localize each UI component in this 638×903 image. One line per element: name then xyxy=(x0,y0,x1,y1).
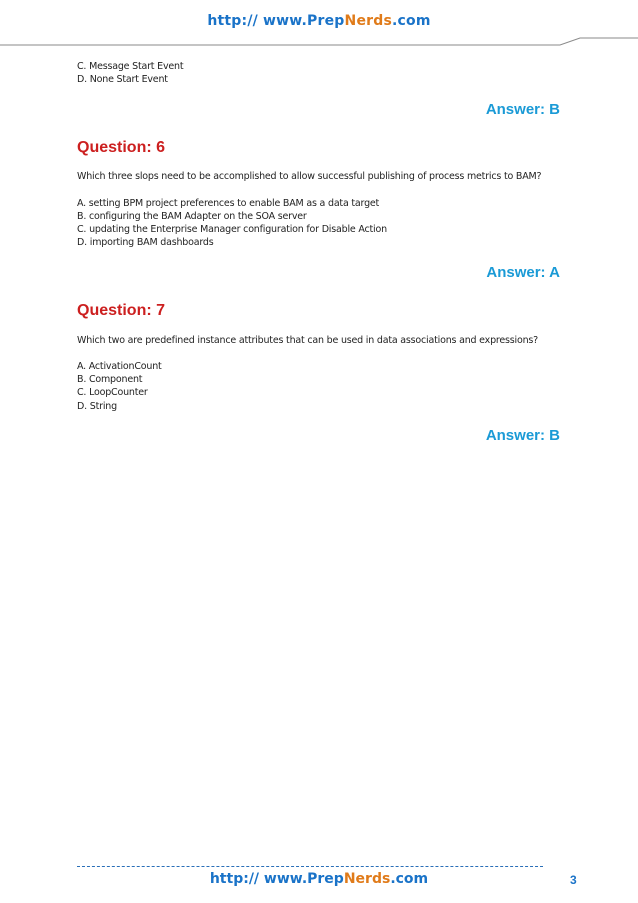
question-6-option-a: A. setting BPM project preferences to enable BAM as a data target xyxy=(77,198,380,209)
footer-url-prefix: http:// www. xyxy=(209,871,308,887)
question-6-option-c: C. updating the Enterprise Manager configuration for Disable Action xyxy=(77,224,387,235)
header-brand-prep: Prep xyxy=(307,13,345,29)
question-6-text: Which three slops need to be accomplished to allow successful publishing of process metrics to BAM? xyxy=(77,171,542,182)
question-7-option-b: B. Component xyxy=(77,374,143,385)
header-url[interactable] xyxy=(0,13,638,29)
page-number: 3 xyxy=(570,873,577,887)
header-url-prefix: http:// www. xyxy=(207,13,308,29)
question-6-answer: Answer: A xyxy=(486,264,560,281)
question-6-title: Question: 6 xyxy=(77,139,166,156)
question-7-text: Which two are predefined instance attributes that can be used in data associations and expressions? xyxy=(77,335,539,346)
header-brand-nerds: Nerds xyxy=(344,13,393,29)
header-divider-line xyxy=(0,36,638,48)
question-7-option-a: A. ActivationCount xyxy=(77,361,162,372)
footer-url-suffix: .com xyxy=(390,871,429,887)
prev-answer: Answer: B xyxy=(485,101,560,118)
footer-brand-prep: Prep xyxy=(307,871,344,887)
footer-divider xyxy=(77,866,543,867)
footer-brand-nerds: Nerds xyxy=(343,871,391,887)
question-7-title: Question: 7 xyxy=(77,302,166,319)
question-7-option-d: D. String xyxy=(77,401,117,412)
prev-option-c: C. Message Start Event xyxy=(77,61,184,72)
footer-url[interactable] xyxy=(0,871,638,887)
prev-option-d: D. None Start Event xyxy=(77,74,168,85)
question-6-option-d: D. importing BAM dashboards xyxy=(77,237,214,248)
question-6-option-b: B. configuring the BAM Adapter on the SOA server xyxy=(77,211,307,222)
question-7-option-c: C. LoopCounter xyxy=(77,387,148,398)
question-7-answer: Answer: B xyxy=(485,427,560,444)
header-url-suffix: .com xyxy=(392,13,431,29)
